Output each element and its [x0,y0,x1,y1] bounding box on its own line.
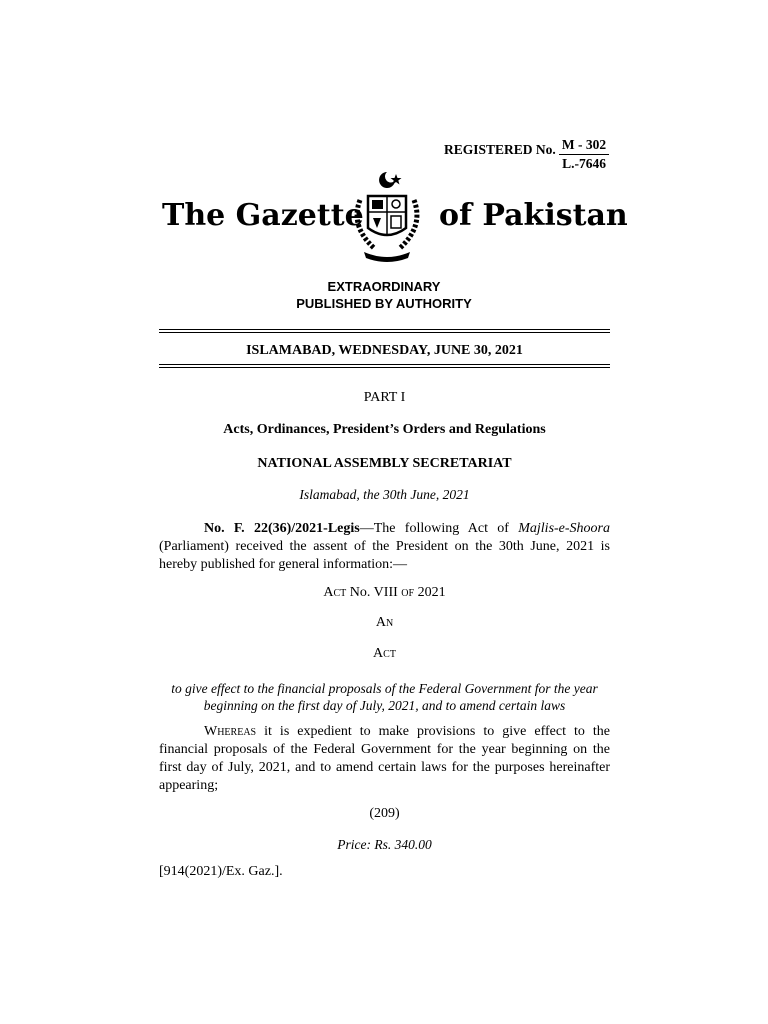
bottom-rule-1 [159,364,610,365]
published-by-authority: PUBLISHED BY AUTHORITY [296,296,472,311]
state-emblem-icon [338,168,436,266]
an-heading: An [375,615,394,630]
act-of-word: of [401,585,415,600]
section-heading: Acts, Ordinances, President’s Orders and Regulations [223,422,546,437]
act-no-word: No. [349,585,371,600]
registration-label: REGISTERED No. [444,142,556,157]
page-number: (209) [369,806,400,821]
notification-text-b: (Parliament) received the assent of the President on the 30th June, 2021 is hereby published for general information:— [159,539,610,572]
notification-number: No. F. 22(36)/2021-Legis [204,521,360,536]
registration-numerator: M - 302 [559,136,609,155]
notification-text-a: —The following Act of [359,521,519,536]
act-numeral: VIII [373,585,398,600]
preamble-text: it is expedient to make provisions to give effect to the financial proposals of the Federal Government for the year beginning on the first day of July, 2021, and to amend certain laws for the purposes hereinafter appearing; [159,724,610,793]
act-number [159,585,610,601]
price: Price: Rs. 340.00 [337,837,432,852]
long-title-line-1: to give effect to the financial proposals of the Federal Government for the year [171,681,598,696]
whereas-word: Whereas [204,724,257,739]
notification-paragraph [159,520,610,574]
act-long-title [159,680,610,714]
dateline: ISLAMABAD, WEDNESDAY, JUNE 30, 2021 [246,343,523,358]
department-heading: NATIONAL ASSEMBLY SECRETARIAT [257,456,512,471]
gazette-title-left: The Gazette [162,198,364,233]
registration-fraction [559,136,609,172]
registration-number [444,136,614,172]
long-title-line-2: beginning on the first day of July, 2021, and to amend certain laws [203,698,566,713]
top-rule-1 [159,329,610,330]
registration-denominator: L.-7646 [562,156,606,171]
act-year: 2021 [417,585,446,600]
top-rule-2 [159,332,610,333]
majlis-e-shoora: Majlis-e-Shoora [518,521,610,536]
bottom-rule-2 [159,367,610,368]
place-date: Islamabad, the 30th June, 2021 [299,487,470,502]
act-heading: Act [373,646,396,661]
part-heading: PART I [363,390,406,405]
act-word: Act [323,585,347,600]
gazette-title-right: of Pakistan [439,198,628,233]
footer-reference: [914(2021)/Ex. Gaz.]. [159,864,283,879]
extraordinary-label: EXTRAORDINARY [327,279,441,294]
preamble-paragraph [159,723,610,795]
